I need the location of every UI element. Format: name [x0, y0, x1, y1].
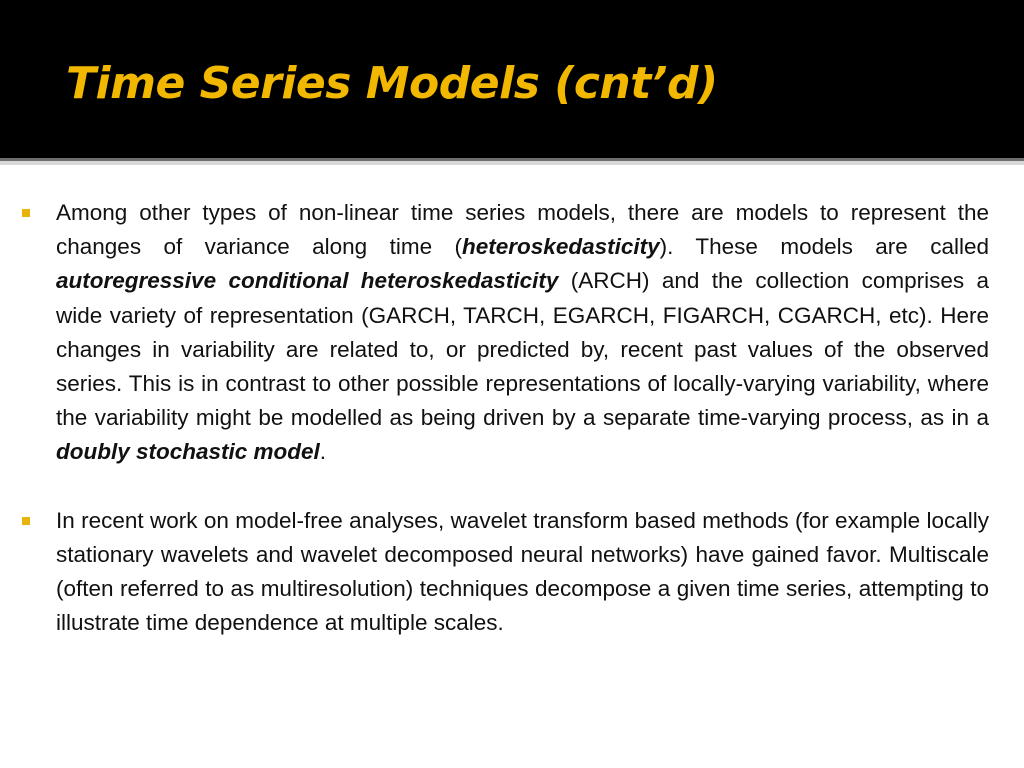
- title-band: [0, 0, 1024, 158]
- term-doubly-stochastic-model: doubly stochastic model: [56, 439, 320, 465]
- bullet-text-segment: ). These models are called: [659, 234, 990, 260]
- bullet-text-segment: Among other types of non-linear time series models, there are models to represent the changes of variance along time (: [56, 200, 989, 260]
- bullet-item-arch: [18, 196, 989, 470]
- term-arch: autoregressive conditional heteroskedasticity: [56, 268, 559, 294]
- slide-title: Time Series Models (cnt’d): [66, 58, 718, 109]
- square-bullet-icon: [22, 209, 30, 217]
- bullet-text-segment: (ARCH) and the collection comprises a wide variety of representation (GARCH, TARCH, EGARCH, FIGARCH, CGARCH, etc). Here changes in variability are related to, or predicted by, recent past values of the observed series. This is in contrast to other possible representations of locally-varying variability, where the variability might be modelled as being driven by a separate time-varying process, as in a: [56, 268, 990, 431]
- term-heteroskedasticity: heteroskedasticity: [462, 234, 660, 260]
- bullet-text: In recent work on model-free analyses, wavelet transform based methods (for example locally stationary wavelets and wavelet decomposed neural networks) have gained favor. Multiscale (often referred to as multiresolution) techniques decompose a given time series, attempting to illustrate time dependence at multiple scales.: [56, 507, 989, 636]
- bullet-item-wavelets: [18, 504, 989, 641]
- square-bullet-icon: [22, 517, 30, 525]
- bullet-text-segment: .: [319, 439, 327, 465]
- slide-content: [18, 196, 989, 640]
- title-divider-light: [0, 161, 1024, 165]
